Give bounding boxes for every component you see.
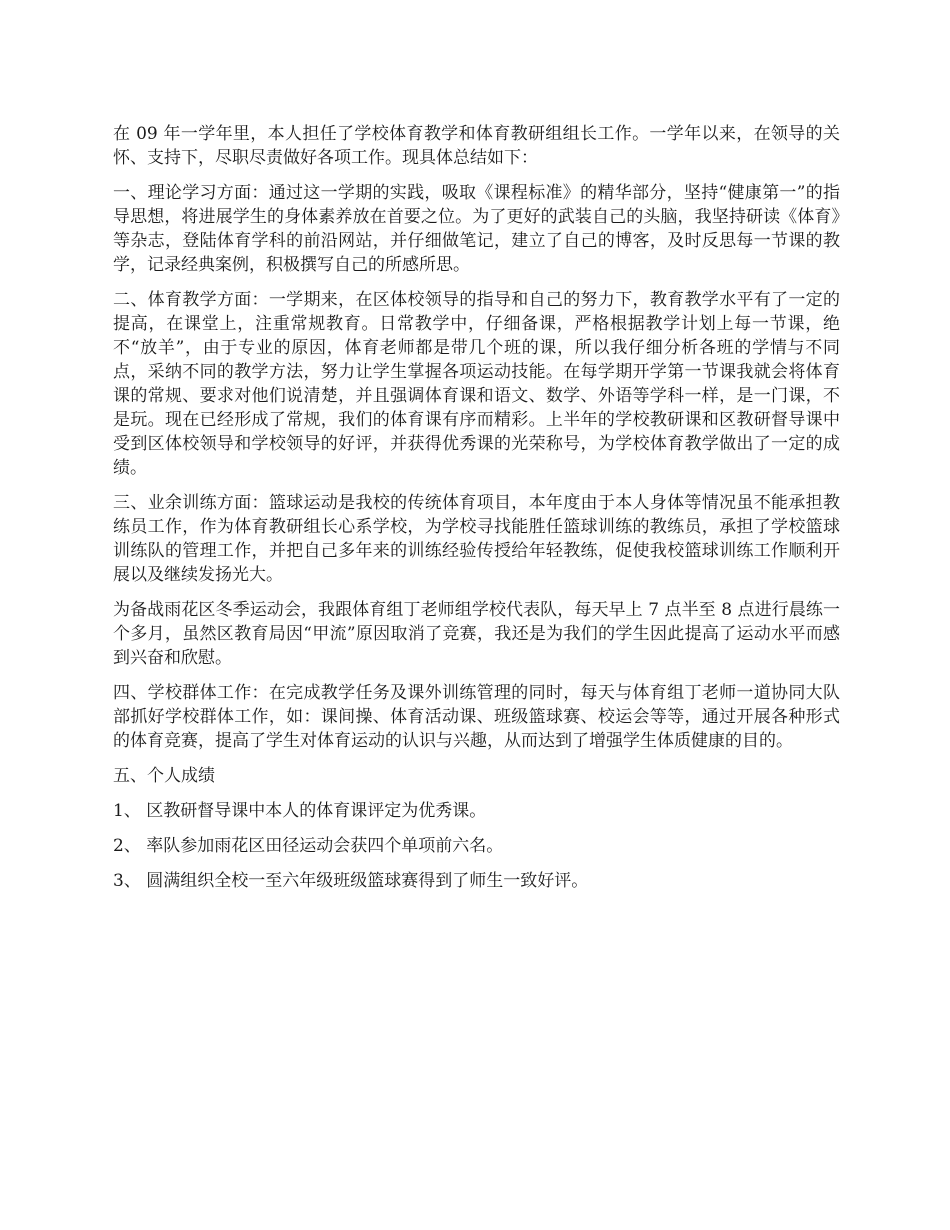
- achievements-heading: 五、个人成绩: [113, 766, 215, 786]
- pe-teaching-paragraph: 二、体育教学方面：一学期来，在区体校领导的指导和自己的努力下，教育教学水平有了一定的提高，在课堂上，注重常规教育。日常教学中，仔细备课，严格根据教学计划上每一节课，绝不“放羊”，由于专业的原因，体育老师都是带几个班的课，所以我仔细分析各班的学情与不同点，采纳不同的教学方法，努力让学生掌握各项运动技能。在每学期开学第一节课我就会将体育课的常规、要求对他们说清楚，并且强调体育课和语文、数学、外语等学科一样，是一门课，不是玩。现在已经形成了常规，我们的体育课有序而精彩。上半年的学校教研课和区教研督导课中受到区体校领导和学校领导的好评，并获得优秀课的光荣称号，为学校体育教学做出了一定的成绩。: [113, 290, 840, 478]
- achievement-item-1: 1、 区教研督导课中本人的体育课评定为优秀课。: [113, 801, 487, 821]
- group-work-paragraph: 四、学校群体工作：在完成教学任务及课外训练管理的同时，每天与体育组丁老师一道协同大队部抓好学校群体工作，如：课间操、体育活动课、班级篮球赛、校运会等等，通过开展各种形式的体育竞赛，提高了学生对体育运动的认识与兴趣，从而达到了增强学生体质健康的目的。: [113, 683, 840, 751]
- achievement-item-3: 3、 圆满组织全校一至六年级班级篮球赛得到了师生一致好评。: [113, 871, 589, 891]
- theory-study-paragraph: 一、理论学习方面：通过这一学期的实践，吸取《课程标准》的精华部分，坚持“健康第一”的指导思想，将进展学生的身体素养放在首要之位。为了更好的武装自己的头脑，我坚持研读《体育》等杂志，登陆体育学科的前沿网站，并仔细做笔记，建立了自己的博客，及时反思每一节课的教学，记录经典案例，积极撰写自己的所感所思。: [113, 183, 840, 275]
- achievement-item-2: 2、 率队参加雨花区田径运动会获四个单项前六名。: [113, 836, 504, 856]
- amateur-training-paragraph: 三、业余训练方面：篮球运动是我校的传统体育项目，本年度由于本人身体等情况虽不能承担教练员工作，作为体育教研组长心系学校，为学校寻找能胜任篮球训练的教练员，承担了学校篮球训练队的管理工作，并把自己多年来的训练经验传授给年轻教练，促使我校篮球训练工作顺利开展以及继续发扬光大。: [113, 493, 840, 585]
- intro-paragraph: 在 09 年一学年里，本人担任了学校体育教学和体育教研组组长工作。一学年以来，在领导的关怀、支持下，尽职尽责做好各项工作。现具体总结如下：: [113, 124, 840, 168]
- sports-meet-paragraph: 为备战雨花区冬季运动会，我跟体育组丁老师组学校代表队，每天早上 7 点半至 8 点进行晨练一个多月，虽然区教育局因“甲流”原因取消了竞赛，我还是为我们的学生因此提高了运动水平而感到兴奋和欣慰。: [113, 600, 840, 668]
- document-body: [113, 122, 840, 904]
